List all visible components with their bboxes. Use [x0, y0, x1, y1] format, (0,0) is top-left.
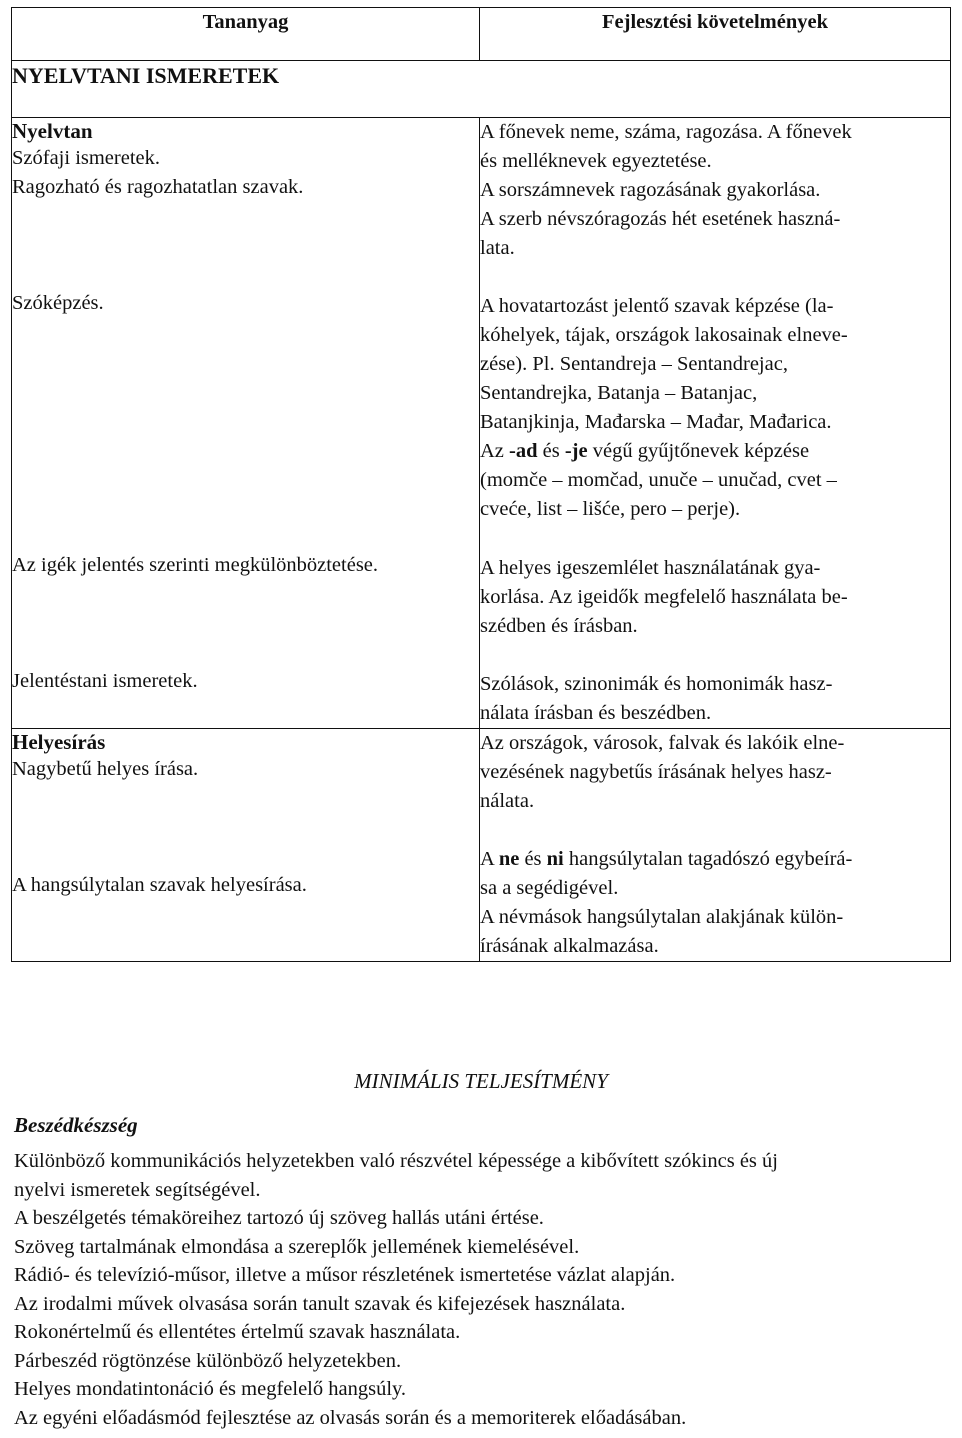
req-line: nálata írásban és beszédben. [480, 702, 712, 724]
body-line: Az irodalmi művek olvasása során tanult szavak és kifejezések használata. [14, 1292, 626, 1315]
req-line: A főnevek neme, száma, ragozása. A főnevek [480, 121, 852, 143]
curriculum-table [11, 7, 951, 962]
req-igek [480, 554, 950, 670]
req-line: A szerb névszóragozás hét esetének haszná- [480, 208, 841, 230]
helyesiras-title: Helyesírás [12, 730, 106, 754]
topic-nagybetu [12, 755, 479, 871]
req-jelentestan [480, 670, 950, 728]
text-part: hangsúlytalan tagadószó egybeírá- [563, 848, 853, 870]
req-line: írásának alkalmazása. [480, 935, 659, 957]
body-line: Rádió- és televízió-műsor, illetve a műsor részletének ismertetése vázlat alapján. [14, 1264, 676, 1286]
req-szokepzes [480, 292, 950, 554]
beszedkeszseg-body [14, 1147, 954, 1432]
body-line: Rokonértelmű és ellentétes értelmű szavak használata. [14, 1321, 461, 1343]
nyelvtan-right-cell [480, 118, 951, 729]
body-line: Különböző kommunikációs helyzetekben való részvétel képessége a kibővített szókincs és új [14, 1150, 778, 1172]
helyesiras-right-cell [480, 729, 951, 962]
topic-hangsulytalan [12, 871, 479, 900]
req-szofaji [480, 118, 950, 292]
req-line: lata. [480, 237, 515, 259]
topic-line: Jelentéstani ismeretek. [12, 670, 198, 692]
req-line: nálata. [480, 790, 535, 812]
minimal-performance-title: MINIMÁLIS TELJESÍTMÉNY [354, 1069, 608, 1093]
req-line: Batanjkinja, Mađarska – Mađar, Mađarica. [480, 411, 832, 433]
bold-suffix: -je [564, 440, 588, 462]
req-line: A névmások hangsúlytalan alakjának külön- [480, 906, 844, 928]
req-line: A hovatartozást jelentő szavak képzése (la- [480, 295, 834, 317]
bold-word: ne [498, 848, 520, 870]
req-line: és melléknevek egyeztetése. [480, 150, 712, 172]
section-title: NYELVTANI ISMERETEK [12, 61, 951, 118]
nyelvtan-title: Nyelvtan [12, 119, 93, 143]
req-line: A helyes igeszemlélet használatának gya- [480, 557, 821, 579]
topic-line: Nagybetű helyes írása. [12, 758, 199, 780]
topic-igek [12, 551, 479, 667]
text-part: A [480, 848, 499, 870]
req-line: Az országok, városok, falvak és lakóik elne- [480, 732, 845, 754]
topic-szofaji [12, 144, 479, 289]
body-line: Párbeszéd rögtönzése különböző helyzetekben. [14, 1349, 402, 1372]
beszedkeszseg-title: Beszédkészség [14, 1113, 138, 1137]
req-line: szédben és írásban. [480, 615, 638, 637]
req-line-mixed [480, 845, 950, 874]
topic-line: Ragozható és ragozhatatlan szavak. [12, 176, 304, 198]
nyelvtan-row [12, 118, 951, 729]
topic-line: Szóképzés. [12, 292, 104, 314]
text-part: és [537, 440, 565, 462]
helyesiras-left-cell [12, 729, 480, 962]
header-fejlesztesi-kovetelmenyek: Fejlesztési követelmények [480, 8, 951, 61]
nyelvtan-left-cell [12, 118, 480, 729]
header-row [12, 8, 951, 61]
body-line: Az egyéni előadásmód fejlesztése az olvasás során és a memoriterek előadásában. [14, 1406, 687, 1429]
section-row [12, 61, 951, 118]
topic-line: Szófaji ismeretek. [12, 147, 161, 169]
header-tananyag: Tananyag [12, 8, 480, 61]
req-line: kóhelyek, tájak, országok lakosainak elneve- [480, 324, 848, 346]
topic-jelentestan [12, 667, 479, 696]
text-part: és [519, 848, 547, 870]
bold-word: ni [546, 848, 564, 870]
req-line: korlása. Az igeidők megfelelő használata be- [480, 586, 848, 608]
req-line: sa a segédigével. [480, 877, 619, 899]
req-nagybetu [480, 729, 950, 845]
req-line-mixed [480, 437, 950, 466]
req-line: Szólások, szinonimák és homonimák hasz- [480, 673, 833, 695]
body-line: Szöveg tartalmának elmondása a szereplők jellemének kiemelésével. [14, 1235, 580, 1258]
body-line: nyelvi ismeretek segítségével. [14, 1178, 261, 1201]
req-line: vezésének nagybetűs írásának helyes hasz- [480, 761, 832, 783]
topic-line: A hangsúlytalan szavak helyesírása. [12, 874, 307, 896]
req-line: zése). Pl. Sentandreja – Sentandrejac, [480, 353, 788, 375]
bold-suffix: -ad [509, 440, 538, 462]
body-line: Helyes mondatintonáció és megfelelő hangsúly. [14, 1378, 407, 1400]
req-hangsulytalan [480, 845, 950, 961]
helyesiras-row [12, 729, 951, 962]
topic-line: Az igék jelentés szerinti megkülönböztetése. [12, 554, 379, 576]
body-line: A beszélgetés témaköreihez tartozó új szöveg hallás utáni értése. [14, 1207, 544, 1229]
req-line: A sorszámnevek ragozásának gyakorlása. [480, 179, 821, 201]
req-line: Sentandrejka, Batanja – Batanjac, [480, 382, 758, 404]
req-line: (momče – momčad, unuče – unučad, cvet – [480, 469, 837, 491]
req-line: cveće, list – lišće, pero – perje). [480, 498, 741, 520]
text-part: Az [480, 440, 510, 462]
text-part: végű gyűjtőnevek képzése [587, 440, 810, 462]
topic-szokepzes [12, 289, 479, 551]
